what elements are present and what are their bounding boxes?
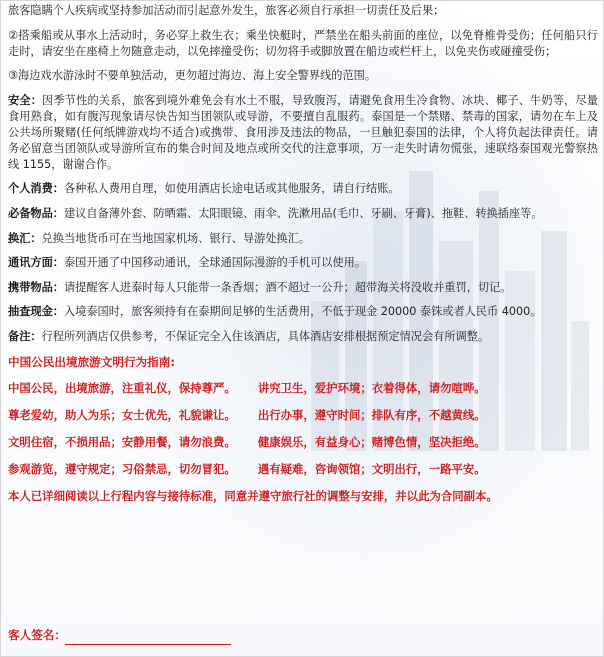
civilization-phrase: 参观游览，遵守规定；习俗禁忌，切勿冒犯。 bbox=[8, 461, 236, 476]
safety-text: 因季节性的关系，旅客到境外难免会有水土不服，导致腹泻，请避免食用生冷食物、冰块、椰子、牛奶等，尽量食用熟食，如有腹泻现象请尽快告知当团领队或导游，不要擅自乱服药。泰国是一个禁赌、禁毒的国家，请勿在车上及公共场所聚赌(任何纸牌游戏均不适合)或携带、食用涉及违法的物品，一旦触犯泰国的法律，个人将负起法律责任。请务必留意当团领队或导游所宣布的集合时间及地点或所交代的注意事项，万一走失时请勿慌张，速联络泰国观光警察热线 1155，谢谢合作。 bbox=[8, 93, 598, 171]
note-paragraph bbox=[8, 329, 598, 345]
disclaimer-paragraph bbox=[8, 3, 598, 19]
safety-paragraph bbox=[8, 93, 598, 173]
exchange-paragraph bbox=[8, 231, 598, 247]
required-items-label: 必备物品： bbox=[8, 206, 64, 220]
note-label: 备注： bbox=[8, 329, 42, 343]
communication-label: 通讯方面： bbox=[8, 256, 64, 270]
communication-paragraph bbox=[8, 255, 598, 271]
cash-check-label: 抽查现金： bbox=[8, 305, 64, 319]
carry-items-label: 携带物品： bbox=[8, 280, 64, 294]
note-text: 行程所列酒店仅供参考，不保证完全入住该酒店，具体酒店安排根据预定情况会有所调整。 bbox=[41, 329, 490, 343]
disclaimer-text: 旅客隐瞒个人疾病或坚持参加活动而引起意外发生，旅客必须自行承担一切责任及后果； bbox=[8, 4, 445, 17]
civilization-phrase: 中国公民，出境旅游，注重礼仪，保持尊严。 bbox=[8, 380, 236, 395]
civilization-row bbox=[8, 380, 598, 396]
carry-items-paragraph bbox=[8, 280, 598, 296]
civilization-phrase: 文明住宿，不损用品；安静用餐，请勿浪费。 bbox=[8, 434, 236, 449]
civilization-phrase: 尊老爱幼，助人为乐；女士优先，礼貌谦让。 bbox=[8, 407, 236, 422]
carry-items-text: 请提醒客人进泰时每人只能带一条香烟；酒不超过一公升；超带海关将没收并重罚，切记。 bbox=[63, 280, 512, 294]
civilization-phrase: 健康娱乐，有益身心；赌博色情，坚决拒绝。 bbox=[257, 434, 486, 449]
cash-check-text: 入境泰国时，旅客须持有在泰期间足够的生活费用，不低于现金 20000 泰铢或者人民币 4000。 bbox=[63, 305, 542, 319]
document-content bbox=[8, 3, 598, 504]
communication-text: 泰国开通了中国移动通讯，全球通国际漫游的手机可以使用。 bbox=[63, 256, 367, 270]
civilization-title: 中国公民出境旅游文明行为指南: bbox=[8, 354, 175, 369]
required-items-text: 建议自备薄外套、防晒霜、太阳眼镜、雨伞、洗漱用品(毛巾、牙刷、牙膏)、拖鞋、转换插座等。 bbox=[63, 206, 543, 220]
safety-label: 安全： bbox=[8, 93, 43, 107]
required-items-paragraph bbox=[8, 206, 598, 222]
signature-label: 客人签名： bbox=[8, 628, 66, 642]
civilization-phrase: 讲究卫生，爱护环境；衣着得体，请勿喧哗。 bbox=[257, 380, 486, 395]
confirmation-statement: 本人已详细阅读以上行程内容与接待标准，同意并遵守旅行社的调整与安排，并以此为合同副本。 bbox=[8, 488, 498, 503]
exchange-label: 换汇： bbox=[8, 231, 42, 245]
personal-expense-paragraph bbox=[8, 181, 598, 197]
civilization-phrase: 出行办事，遵守时间；排队有序，不越黄线。 bbox=[257, 407, 486, 422]
signature-line[interactable] bbox=[65, 644, 231, 645]
civilization-row bbox=[8, 461, 598, 477]
boat-safety-paragraph bbox=[8, 28, 598, 60]
cash-check-paragraph bbox=[8, 304, 598, 320]
exchange-text: 兑换当地货币可在当地国家机场、银行、导游处换汇。 bbox=[41, 231, 311, 245]
civilization-row bbox=[8, 407, 598, 423]
swim-safety-text: ③海边戏水游泳时不要单独活动，更勿超过海边、海上安全警界线的范围。 bbox=[8, 69, 377, 83]
personal-expense-label: 个人消费： bbox=[8, 182, 64, 196]
personal-expense-text: 各种私人费用自理，如使用酒店长途电话或其他服务，请自行结账。 bbox=[63, 182, 400, 196]
civilization-phrase: 遇有疑难，咨询领馆；文明出行，一路平安。 bbox=[257, 461, 486, 476]
swim-safety-paragraph bbox=[8, 68, 598, 84]
boat-safety-text: ②搭乘船或从事水上活动时，务必穿上救生衣；乘坐快艇时，严禁坐在船头前面的座位，以免脊椎骨受伤；任何船只行走时，请安坐在座椅上勿随意走动，以免摔撞受伤；切勿将手或脚放置在船边或栏杆上，以免夹伤或碰撞受伤； bbox=[8, 28, 598, 58]
civilization-row bbox=[8, 434, 598, 450]
